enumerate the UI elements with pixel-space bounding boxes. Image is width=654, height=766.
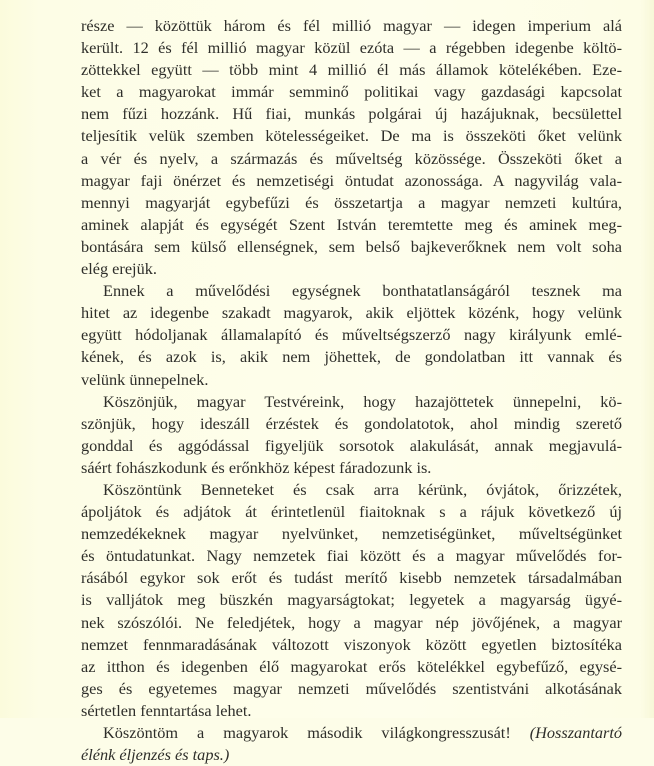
text-line: magyar faji önérzet és nemzetiségi öntudat azonossága. A nagyvilág vala- <box>81 170 622 190</box>
text-line: ket a magyarokat immár semminő politikai vagy gazdasági kapcsolat <box>81 82 622 102</box>
text-line: került. 12 és fél millió magyar közül ezóta — a régebben idegenbe költö- <box>81 38 622 58</box>
text-line: Köszöntünk Benneteket és csak arra kérünk, óvjátok, őrizzétek, <box>103 479 622 499</box>
text-line: a vér és nyelv, a származás és műveltség közössége. Összeköti őket a <box>81 148 622 168</box>
closing-greeting: Köszöntöm a magyarok második világkongresszusát! <box>103 723 511 742</box>
text-line: bontására sem külső ellenségnek, sem belső bajkeverőknek nem volt soha <box>81 236 622 256</box>
text-line: is valljátok meg büszkén magyarságtokat; legyetek a magyarság ügyé- <box>81 590 622 610</box>
text-line: elég erejük. <box>81 259 157 279</box>
text-line: az itthon és idegenben élő magyarokat erős kötelékkel egybefűző, egysé- <box>81 656 622 676</box>
text-line: ápoljátok és adjátok át érintetlenül fiaitoknak s a rájuk következő új <box>81 502 622 522</box>
paragraph-1 <box>81 15 622 280</box>
text-line: szönjük, hogy ideszáll érzéstek és gondolatotok, ahol mindig szerető <box>81 413 622 433</box>
text-line: gonddal és aggódással figyeljük sorsotok alakulását, annak megjavulá- <box>81 435 622 455</box>
text-line: Köszönjük, magyar Testvéreink, hogy hazajöttetek ünnepelni, kö- <box>103 391 622 411</box>
text-line: aminek alapját és egységét Szent István teremtette meg és aminek meg- <box>81 214 622 234</box>
paragraph-2 <box>81 280 622 390</box>
text-line: együtt hódoljanak államalapító és műveltségszerző nagy királyunk emlé- <box>81 325 622 345</box>
paragraph-5 <box>81 722 622 766</box>
body-text <box>81 15 622 766</box>
text-line: nemzet fennmaradásának változott viszonyok között egyetlen biztosítéka <box>81 634 622 654</box>
text-line: része — közöttük három és fél millió magyar — idegen imperium alá <box>81 16 622 35</box>
stage-direction: (Hosszantartó <box>529 723 622 742</box>
text-line: ges és egyetemes magyar nemzeti művelődés szentistváni alkotásának <box>81 678 622 698</box>
text-line: és öntudatunkat. Nagy nemzetek fiai között és a magyar művelődés for- <box>81 546 622 566</box>
text-line: teljesítik velük szemben kötelességeiket. De ma is összeköti őket velünk <box>81 126 622 146</box>
paragraph-4 <box>81 479 622 722</box>
text-line: nek szószólói. Ne feledjétek, hogy a magyar nép jövőjének, a magyar <box>81 612 622 632</box>
text-line <box>81 722 622 744</box>
text-line: kének, és azok is, akik nem jöhettek, de gondolatban itt vannak és <box>81 347 622 367</box>
stage-direction-line: élénk éljenzés és taps.) <box>81 745 230 765</box>
text-line: rásából egykor sok erőt és tudást merítő kisebb nemzetek társadalmában <box>81 568 622 588</box>
text-line: nem fűzi hozzánk. Hű fiai, munkás polgárai új hazájuknak, becsülettel <box>81 104 622 124</box>
text-line: hitet az idegenbe szakadt magyarok, akik eljöttek közénk, hogy velünk <box>81 303 622 323</box>
text-line: Ennek a művelődési egységnek bonthatatlanságáról tesznek ma <box>103 281 622 301</box>
text-line: sértetlen fenntartása lehet. <box>81 700 252 720</box>
paragraph-3 <box>81 391 622 479</box>
text-line: mennyi magyarját egybefűzi és összetartja a magyar nemzeti kultúra, <box>81 192 622 212</box>
text-line: nemzedékeknek magyar nyelvünket, nemzetiségünket, műveltségünket <box>81 524 622 544</box>
text-line: sáért fohászkodunk és erőnkhöz képest fáradozunk is. <box>81 457 432 477</box>
text-line: zöttekkel együtt — több mint 4 millió él más államok kötelékében. Eze- <box>81 60 622 80</box>
text-line: velünk ünnepelnek. <box>81 369 209 389</box>
